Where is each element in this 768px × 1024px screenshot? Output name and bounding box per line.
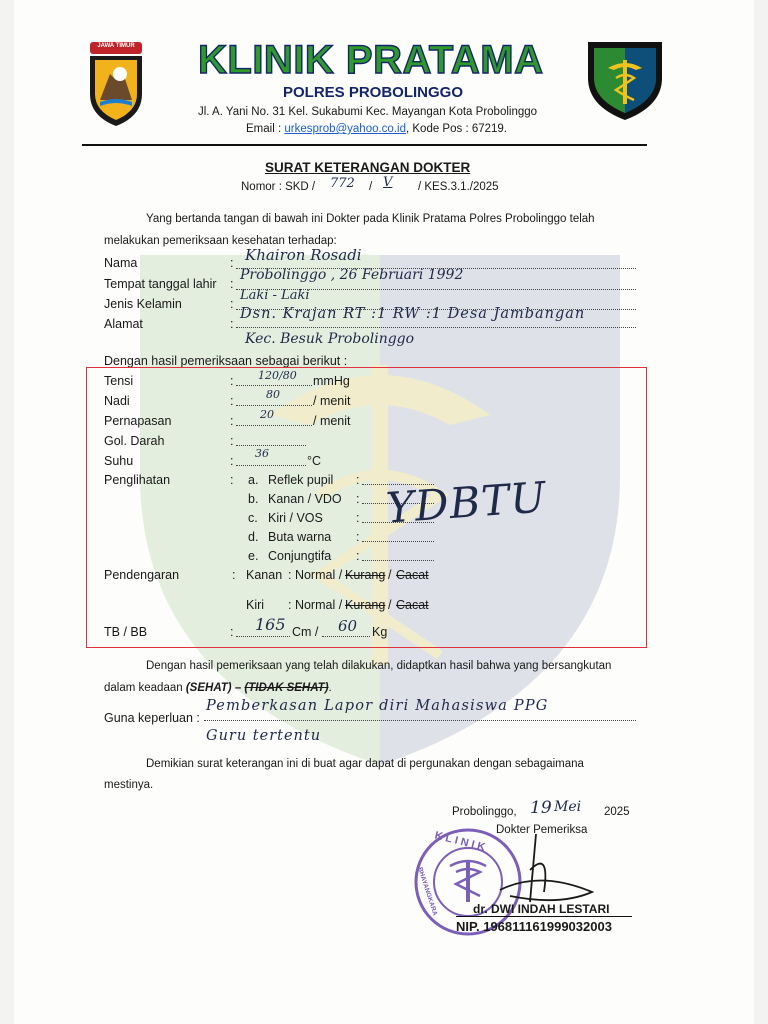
header-divider bbox=[82, 144, 647, 146]
tensi-value: 120/80 bbox=[258, 369, 297, 382]
address-label: Alamat bbox=[104, 317, 143, 331]
conclusion-period: . bbox=[328, 682, 332, 694]
pendengaran-label: Pendengaran bbox=[104, 568, 180, 582]
kiri-slash: / bbox=[388, 598, 392, 612]
jawa-timur-police-logo bbox=[86, 40, 146, 128]
bb-dots bbox=[322, 636, 370, 637]
intro-line-2: melakukan pemeriksaan kesehatan terhadap: bbox=[104, 235, 337, 247]
bb-unit: Kg bbox=[372, 625, 388, 639]
vision-a-colon: : bbox=[356, 473, 360, 487]
postal-code: , Kode Pos : 67219. bbox=[405, 123, 508, 135]
vision-d-dots bbox=[362, 541, 434, 542]
clinic-address: Jl. A. Yani No. 31 Kel. Sukabumi Kec. Mayangan Kota Probolinggo bbox=[198, 106, 538, 118]
vision-a-text: Reflek pupil bbox=[268, 473, 334, 487]
vision-note: YDBTU bbox=[384, 472, 549, 533]
tb-label: TB / BB bbox=[104, 625, 148, 639]
sehat-option: (SEHAT) bbox=[185, 682, 232, 694]
tb-value: 165 bbox=[255, 615, 286, 634]
document-number-label: Nomor : SKD / bbox=[241, 181, 316, 193]
tb-dots bbox=[236, 636, 290, 637]
kiri-cacat: Cacat bbox=[396, 598, 429, 612]
darah-dots bbox=[236, 445, 306, 446]
nadi-label: Nadi bbox=[104, 394, 130, 408]
sign-place: Probolinggo, bbox=[452, 806, 517, 818]
kiri-normal: : Normal / bbox=[288, 598, 343, 612]
sign-day: 19 bbox=[530, 798, 552, 818]
vision-b-colon: : bbox=[356, 492, 360, 506]
napas-unit: / menit bbox=[313, 414, 351, 428]
patient-address-1: Dsn. Krajan RT :1 RW :1 Desa Jambangan bbox=[240, 306, 586, 322]
birth-colon: : bbox=[230, 277, 234, 291]
intro-line-1: Yang bertanda tangan di bawah ini Dokter pada Klinik Pratama Polres Probolinggo telah bbox=[146, 213, 595, 225]
gender-label: Jenis Kelamin bbox=[104, 297, 182, 311]
kiri-kurang: Kurang bbox=[345, 598, 386, 612]
nadi-value: 80 bbox=[266, 388, 280, 401]
stamp-text: KLINIK bbox=[433, 829, 490, 855]
nadi-colon: : bbox=[230, 394, 234, 408]
tensi-dots bbox=[236, 385, 312, 386]
conclusion-line-1: Dengan hasil pemeriksaan yang telah dilakukan, didaptkan hasil bahwa yang bersangkutan bbox=[146, 660, 612, 672]
doctor-signature bbox=[470, 830, 600, 910]
conclusion-line-2 bbox=[104, 682, 332, 694]
suhu-label: Suhu bbox=[104, 454, 134, 468]
vision-b-text: Kanan / VDO bbox=[268, 492, 342, 506]
vision-c-letter: c. bbox=[248, 511, 258, 525]
sign-month: Mei bbox=[554, 799, 582, 815]
vision-d-letter: d. bbox=[248, 530, 259, 544]
doctor-underline bbox=[456, 916, 632, 917]
vision-c-text: Kiri / VOS bbox=[268, 511, 323, 525]
kanan-normal: : Normal / bbox=[288, 568, 343, 582]
tb-unit: Cm / bbox=[292, 625, 319, 639]
tidak-sehat-option: (TIDAK SEHAT) bbox=[244, 682, 329, 694]
address-colon: : bbox=[230, 317, 234, 331]
stamp-text-2: BHAYANGKARA bbox=[416, 866, 439, 917]
napas-colon: : bbox=[230, 414, 234, 428]
vision-e-text: Conjungtifa bbox=[268, 549, 332, 563]
napas-dots bbox=[236, 425, 312, 426]
penglihatan-label: Penglihatan bbox=[104, 473, 171, 487]
clinic-name: KLINIK PRATAMA bbox=[198, 38, 544, 82]
kanan-cacat: Cacat bbox=[396, 568, 429, 582]
purpose-line-2: Guru tertentu bbox=[206, 728, 322, 744]
vision-d-text: Buta warna bbox=[268, 530, 332, 544]
vision-b-letter: b. bbox=[248, 492, 259, 506]
document-number: 772 bbox=[330, 176, 355, 191]
address-dots bbox=[236, 327, 636, 328]
bb-value: 60 bbox=[338, 617, 358, 635]
patient-address-2: Kec. Besuk Probolinggo bbox=[245, 331, 415, 347]
name-colon: : bbox=[230, 256, 234, 270]
sign-year: 2025 bbox=[604, 806, 630, 818]
vision-e-letter: e. bbox=[248, 549, 259, 563]
vision-e-colon: : bbox=[356, 549, 360, 563]
document-number-suffix: / KES.3.1./2025 bbox=[418, 181, 499, 193]
gender-colon: : bbox=[230, 297, 234, 311]
napas-value: 20 bbox=[260, 408, 274, 421]
kanan-slash: / bbox=[388, 568, 392, 582]
police-name: POLRES PROBOLINGGO bbox=[283, 84, 464, 101]
closing-line-1: Demikian surat keterangan ini di buat agar dapat di pergunakan dengan sebagaimana bbox=[146, 758, 584, 770]
tensi-label: Tensi bbox=[104, 374, 134, 388]
doctor-nip: NIP. 196811161999032003 bbox=[456, 919, 612, 934]
tb-colon: : bbox=[230, 625, 234, 639]
suhu-dots bbox=[236, 465, 306, 466]
closing-line-2: mestinya. bbox=[104, 779, 154, 791]
document-title: SURAT KETERANGAN DOKTER bbox=[265, 160, 471, 175]
vision-e-dots bbox=[362, 560, 434, 561]
patient-gender: Laki - Laki bbox=[240, 288, 310, 303]
number-separator: / bbox=[369, 181, 373, 193]
vision-d-colon: : bbox=[356, 530, 360, 544]
patient-birth: Probolinggo , 26 Februari 1992 bbox=[240, 267, 464, 283]
suhu-unit: °C bbox=[307, 454, 322, 468]
birth-label: Tempat tanggal lahir bbox=[104, 277, 217, 291]
purpose-dots bbox=[204, 720, 636, 721]
sign-role: Dokter Pemeriksa bbox=[496, 824, 588, 836]
tensi-unit: mmHg bbox=[313, 374, 350, 388]
nadi-dots bbox=[236, 405, 312, 406]
name-label: Nama bbox=[104, 256, 138, 270]
vision-c-colon: : bbox=[356, 511, 360, 525]
email-label: Email : bbox=[246, 123, 285, 135]
kanan-label: Kanan bbox=[246, 568, 283, 582]
napas-label: Pernapasan bbox=[104, 414, 172, 428]
hearing-colon: : bbox=[232, 568, 236, 582]
vision-a-letter: a. bbox=[248, 473, 259, 487]
purpose-line-1: Pemberkasan Lapor diri Mahasiswa PPG bbox=[206, 698, 549, 714]
exam-heading: Dengan hasil pemeriksaan sebagai berikut : bbox=[104, 354, 348, 368]
doctor-name: dr. DWI INDAH LESTARI bbox=[473, 902, 610, 916]
nadi-unit: / menit bbox=[313, 394, 351, 408]
kiri-label: Kiri bbox=[246, 598, 265, 612]
kanan-kurang: Kurang bbox=[345, 568, 386, 582]
kedokteran-shield-logo bbox=[586, 38, 664, 122]
email-line bbox=[246, 123, 507, 135]
logo-banner-text: JAWA TIMUR bbox=[97, 43, 135, 49]
tensi-colon: : bbox=[230, 374, 234, 388]
darah-label: Gol. Darah bbox=[104, 434, 165, 448]
darah-colon: : bbox=[230, 434, 234, 448]
conclusion-prefix: dalam keadaan bbox=[104, 682, 186, 694]
suhu-colon: : bbox=[230, 454, 234, 468]
vision-colon: : bbox=[230, 473, 234, 487]
conclusion-dash: – bbox=[231, 682, 245, 694]
email-link[interactable]: urkesprob@yahoo.co.id bbox=[284, 123, 406, 135]
document-month: V bbox=[383, 175, 393, 190]
purpose-label: Guna keperluan : bbox=[104, 711, 200, 725]
patient-name: Khairon Rosadi bbox=[245, 246, 362, 264]
suhu-value: 36 bbox=[255, 447, 269, 460]
